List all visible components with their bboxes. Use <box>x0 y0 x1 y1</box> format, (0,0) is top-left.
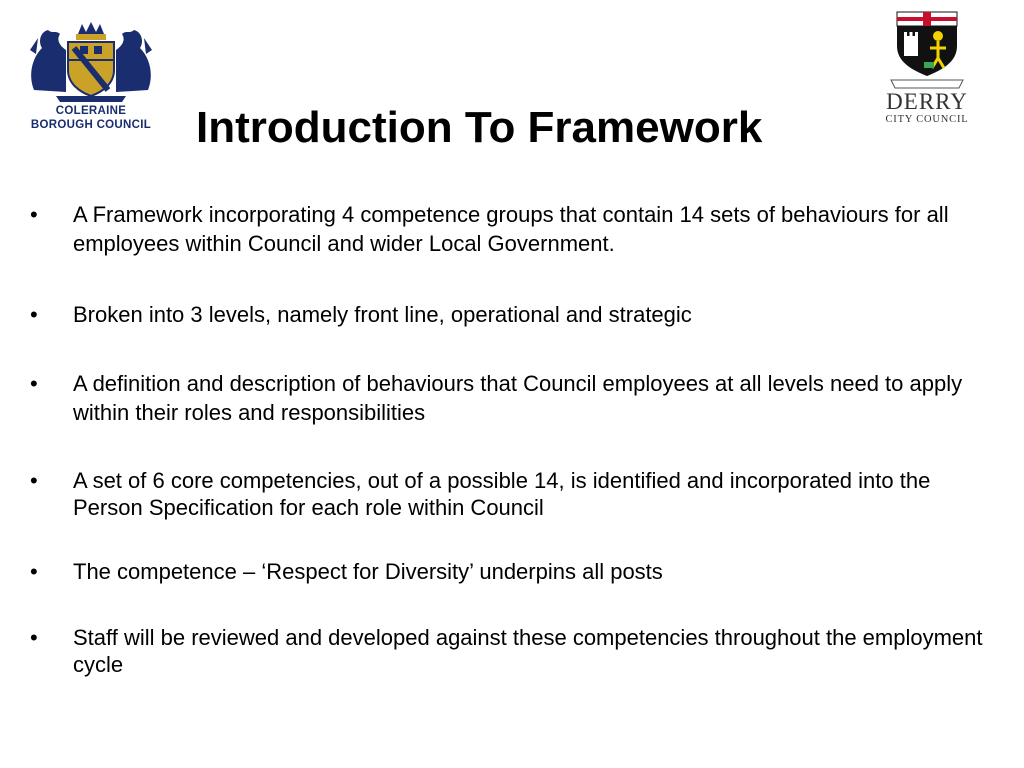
bullet-text: A definition and description of behaviours that Council employees at all levels need to apply within their roles and responsibilities <box>73 371 963 425</box>
bullet-icon: • <box>30 202 38 227</box>
bullet-text: Staff will be reviewed and developed against these competencies throughout the employment cycle <box>73 625 983 677</box>
bullet-icon: • <box>30 559 38 584</box>
derry-logo-line1: DERRY <box>886 89 968 114</box>
bullet-text: Broken into 3 levels, namely front line, operational and strategic <box>73 302 692 327</box>
derry-crest-shield-icon <box>892 10 962 78</box>
coleraine-logo-line1: COLERAINE <box>55 105 127 117</box>
coleraine-logo-line2: BOROUGH COUNCIL <box>30 119 152 131</box>
bullet-text: A set of 6 core competencies, out of a possible 14, is identified and incorporated into the Person Specification for each role within Council <box>73 468 931 520</box>
slide-title: Introduction To Framework <box>196 103 763 152</box>
list-item <box>30 369 990 427</box>
bullet-icon: • <box>30 371 38 396</box>
derry-logo <box>874 10 980 135</box>
coleraine-coat-of-arms-icon <box>26 20 156 104</box>
list-item <box>30 557 990 586</box>
list-item <box>30 200 990 258</box>
coleraine-logo <box>20 20 162 142</box>
list-item <box>30 467 990 521</box>
bullet-list <box>30 200 990 678</box>
derry-logo-line2: CITY COUNCIL <box>885 114 969 125</box>
bullet-icon: • <box>30 302 38 327</box>
bullet-text: The competence – ‘Respect for Diversity’ underpins all posts <box>73 559 663 584</box>
list-item <box>30 300 990 329</box>
bullet-icon: • <box>30 468 38 493</box>
bullet-icon: • <box>30 625 38 650</box>
list-item <box>30 624 990 678</box>
bullet-text: A Framework incorporating 4 competence groups that contain 14 sets of behaviours for all employees within Council and wider Local Government. <box>73 202 949 256</box>
